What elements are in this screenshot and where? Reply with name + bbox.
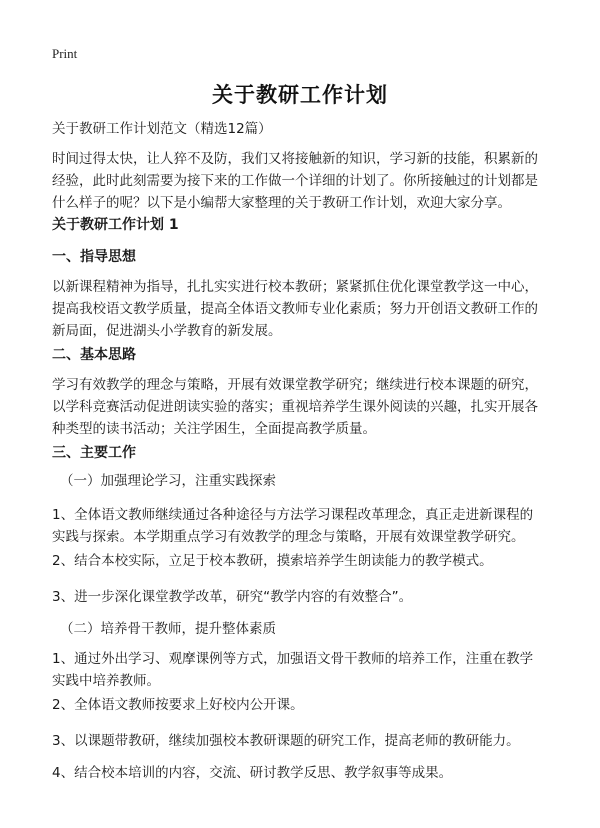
plan-heading: 关于教研工作计划 1 bbox=[52, 217, 179, 233]
list-item: 4、结合校本培训的内容，交流、研讨教学反思、教学叙事等成果。 bbox=[52, 765, 453, 781]
section-paragraph-guiding-ideology: 以新课程精神为指导，扎扎实实进行校本教研；紧紧抓住优化课堂教学这一中心，提高我校语文教学质量，提高全体语文教师专业化素质；努力开创语文教研工作的新局面，促进湖头小学教育的新发展。 bbox=[52, 279, 538, 339]
section-heading-guiding-ideology: 一、指导思想 bbox=[52, 249, 136, 265]
list-item: 2、结合本校实际，立足于校本教研，摸索培养学生朗读能力的教学模式。 bbox=[52, 553, 493, 569]
print-link[interactable]: Print bbox=[52, 46, 78, 61]
intro-paragraph: 时间过得太快，让人猝不及防，我们又将接触新的知识，学习新的技能，积累新的经验，此时此刻需要为接下来的工作做一个详细的计划了。你所接触过的计划都是什么样子的呢？以下是小编帮大家整理的关于教研工作计划，欢迎大家分享。 bbox=[52, 151, 538, 211]
section-paragraph-basic-approach: 学习有效教学的理念与策略，开展有效课堂教学研究；继续进行校本课题的研究，以学科竞赛活动促进朗读实验的落实；重视培养学生课外阅读的兴趣，扎实开展各种类型的读书活动；关注学困生，全面提高教学质量。 bbox=[52, 377, 538, 437]
document-subtitle: 关于教研工作计划范文（精选12篇） bbox=[52, 121, 272, 137]
list-item: 3、进一步深化课堂教学改革，研究“教学内容的有效整合”。 bbox=[52, 589, 413, 605]
section-heading-basic-approach: 二、基本思路 bbox=[52, 347, 136, 363]
list-item: 1、全体语文教师继续通过各种途径与方法学习课程改革理念，真正走进新课程的实践与探索。本学期重点学习有效教学的理念与策略，开展有效课堂教学研究。 bbox=[52, 507, 534, 545]
subsection-heading-teacher-training: （二）培养骨干教师，提升整体素质 bbox=[60, 621, 276, 637]
page-title: 关于教研工作计划 bbox=[212, 83, 388, 107]
subsection-heading-theory-study: （一）加强理论学习，注重实践探索 bbox=[60, 473, 276, 489]
list-item: 3、以课题带教研，继续加强校本教研课题的研究工作，提高老师的教研能力。 bbox=[52, 733, 520, 749]
section-heading-main-work: 三、主要工作 bbox=[52, 445, 136, 461]
list-item: 2、全体语文教师按要求上好校内公开课。 bbox=[52, 697, 304, 713]
list-item: 1、通过外出学习、观摩课例等方式，加强语文骨干教师的培养工作，注重在教学实践中培养教师。 bbox=[52, 651, 534, 689]
